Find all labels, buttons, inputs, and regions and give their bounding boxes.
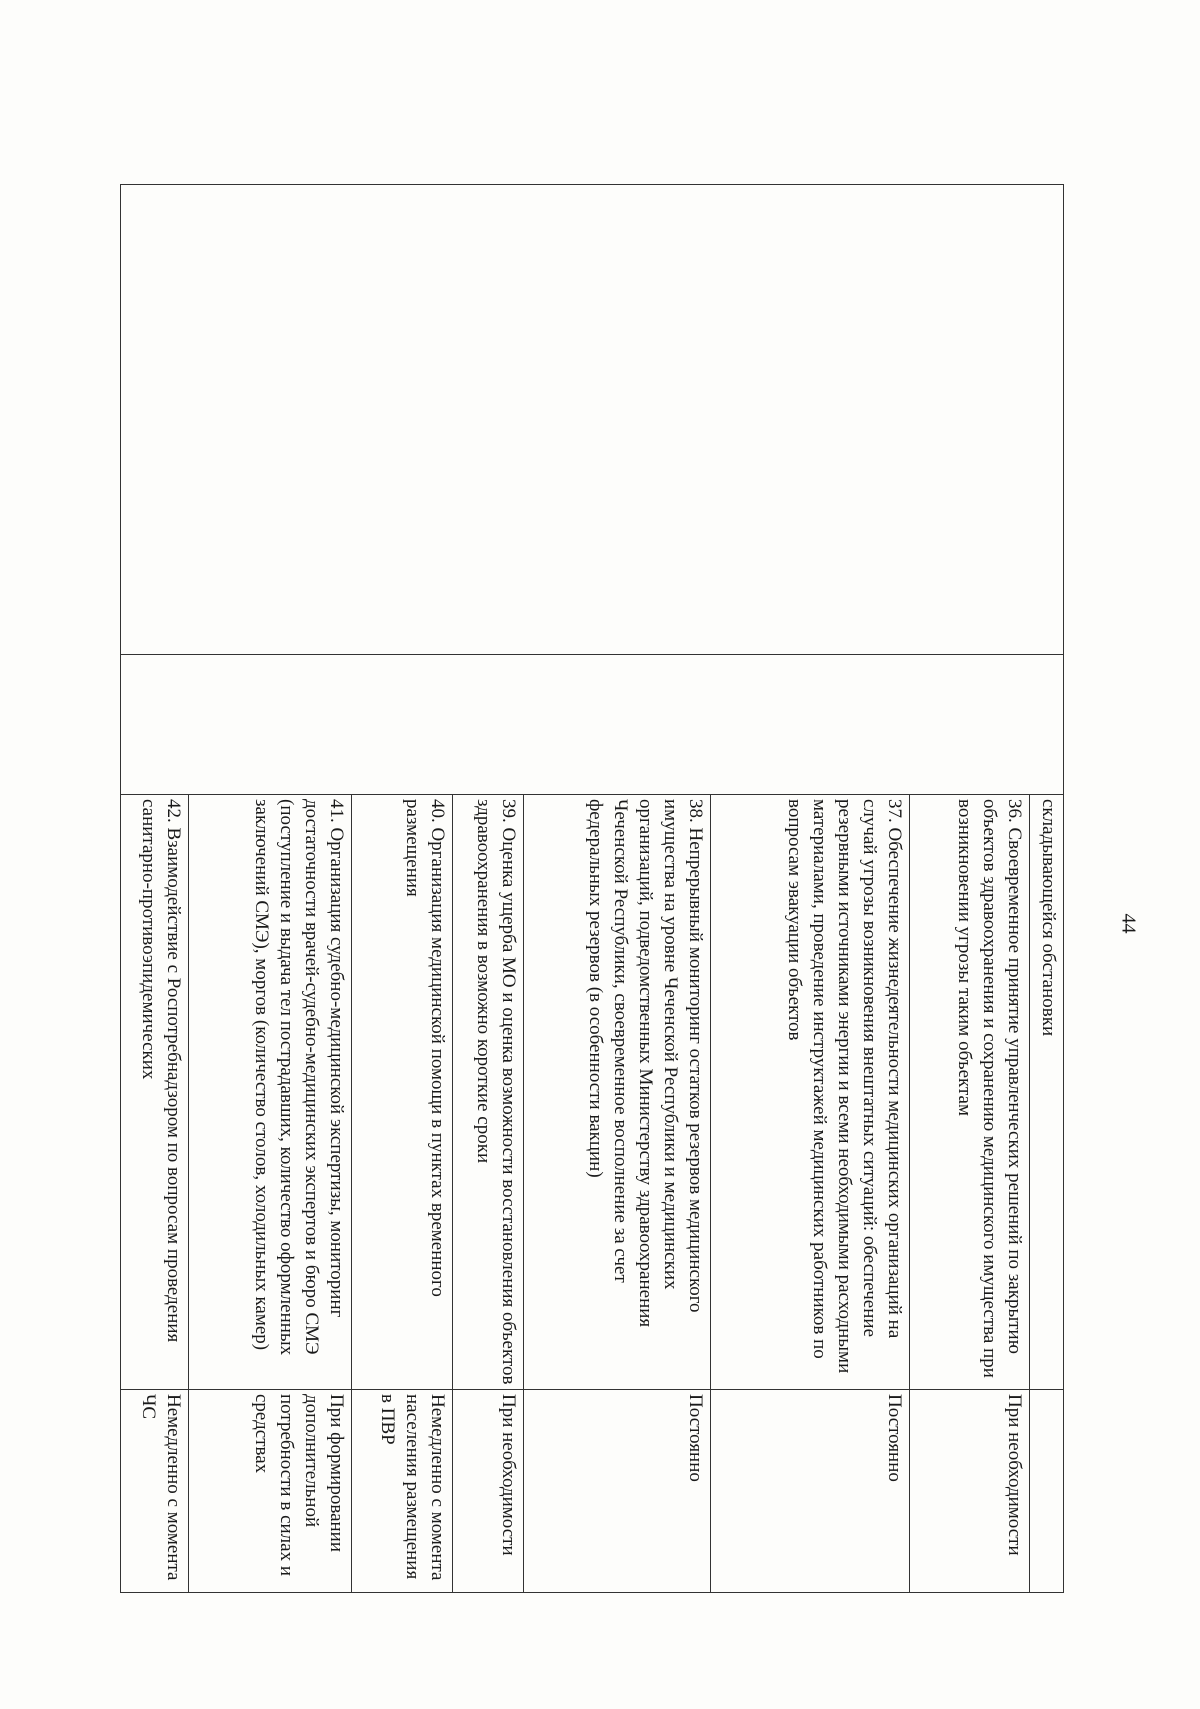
rotated-table-frame <box>120 184 1064 1592</box>
time-cell: Немедленно с момента населения размещения в ПВР <box>351 1390 453 1593</box>
measures-table <box>120 184 1064 1593</box>
time-cell: При необходимости <box>453 1390 523 1593</box>
time-cell: Немедленно с момента ЧС <box>121 1390 189 1593</box>
task-cell: 39. Оценка ущерба МО и оценка возможности восстановления объектов здравоохранения в возможно короткие сроки <box>453 795 523 1390</box>
task-cell: 38. Непрерывный мониторинг остатков резервов медицинского имущества на уровне Чеченской Республики и медицинских организаций, подведомственных Министерству здравоохранения Чеченской Республики, своевременное восполнение за счет федеральных резервов (в особенности вакцин) <box>523 795 711 1390</box>
time-cell <box>1030 1390 1064 1593</box>
empty-cell-left <box>121 185 1064 655</box>
time-cell: При формировании дополнительной потребности в силах и средствах <box>188 1390 351 1593</box>
page-number: 44 <box>1117 913 1140 934</box>
time-cell: Постоянно <box>711 1390 910 1593</box>
task-cell: 42. Взаимодействие с Роспотребнадзором по вопросам проведения санитарно-противоэпидемических <box>121 795 189 1390</box>
table-row <box>1030 185 1064 1593</box>
time-cell: Постоянно <box>523 1390 711 1593</box>
task-cell: 37. Обеспечение жизнедеятельности медицинских организаций на случай угрозы возникновения внештатных ситуаций: обеспечение резервными источниками энергии и всеми необходимыми расходными материалами, проведение инструктажей медицинских работников по вопросам эвакуации объектов <box>711 795 910 1390</box>
table-wrapper <box>120 184 1064 1592</box>
task-cell: складывающейся обстановки <box>1030 795 1064 1390</box>
task-cell: 40. Организация медицинской помощи в пунктах временного размещения <box>351 795 453 1390</box>
empty-cell-narrow <box>121 655 1064 795</box>
time-cell: При необходимости <box>910 1390 1030 1593</box>
task-cell: 41. Организация судебно-медицинской экспертизы, мониторинг достаточности врачей-судебно-медицинских экспертов и бюро СМЭ (поступление и выдача тел пострадавших, количество оформленных заключений СМЭ), моргов (количество столов, холодильных камер) <box>188 795 351 1390</box>
task-cell: 36. Своевременное принятие управленческих решений по закрытию объектов здравоохранения и сохранению медицинского имущества при возникновении угрозы таким объектам <box>910 795 1030 1390</box>
